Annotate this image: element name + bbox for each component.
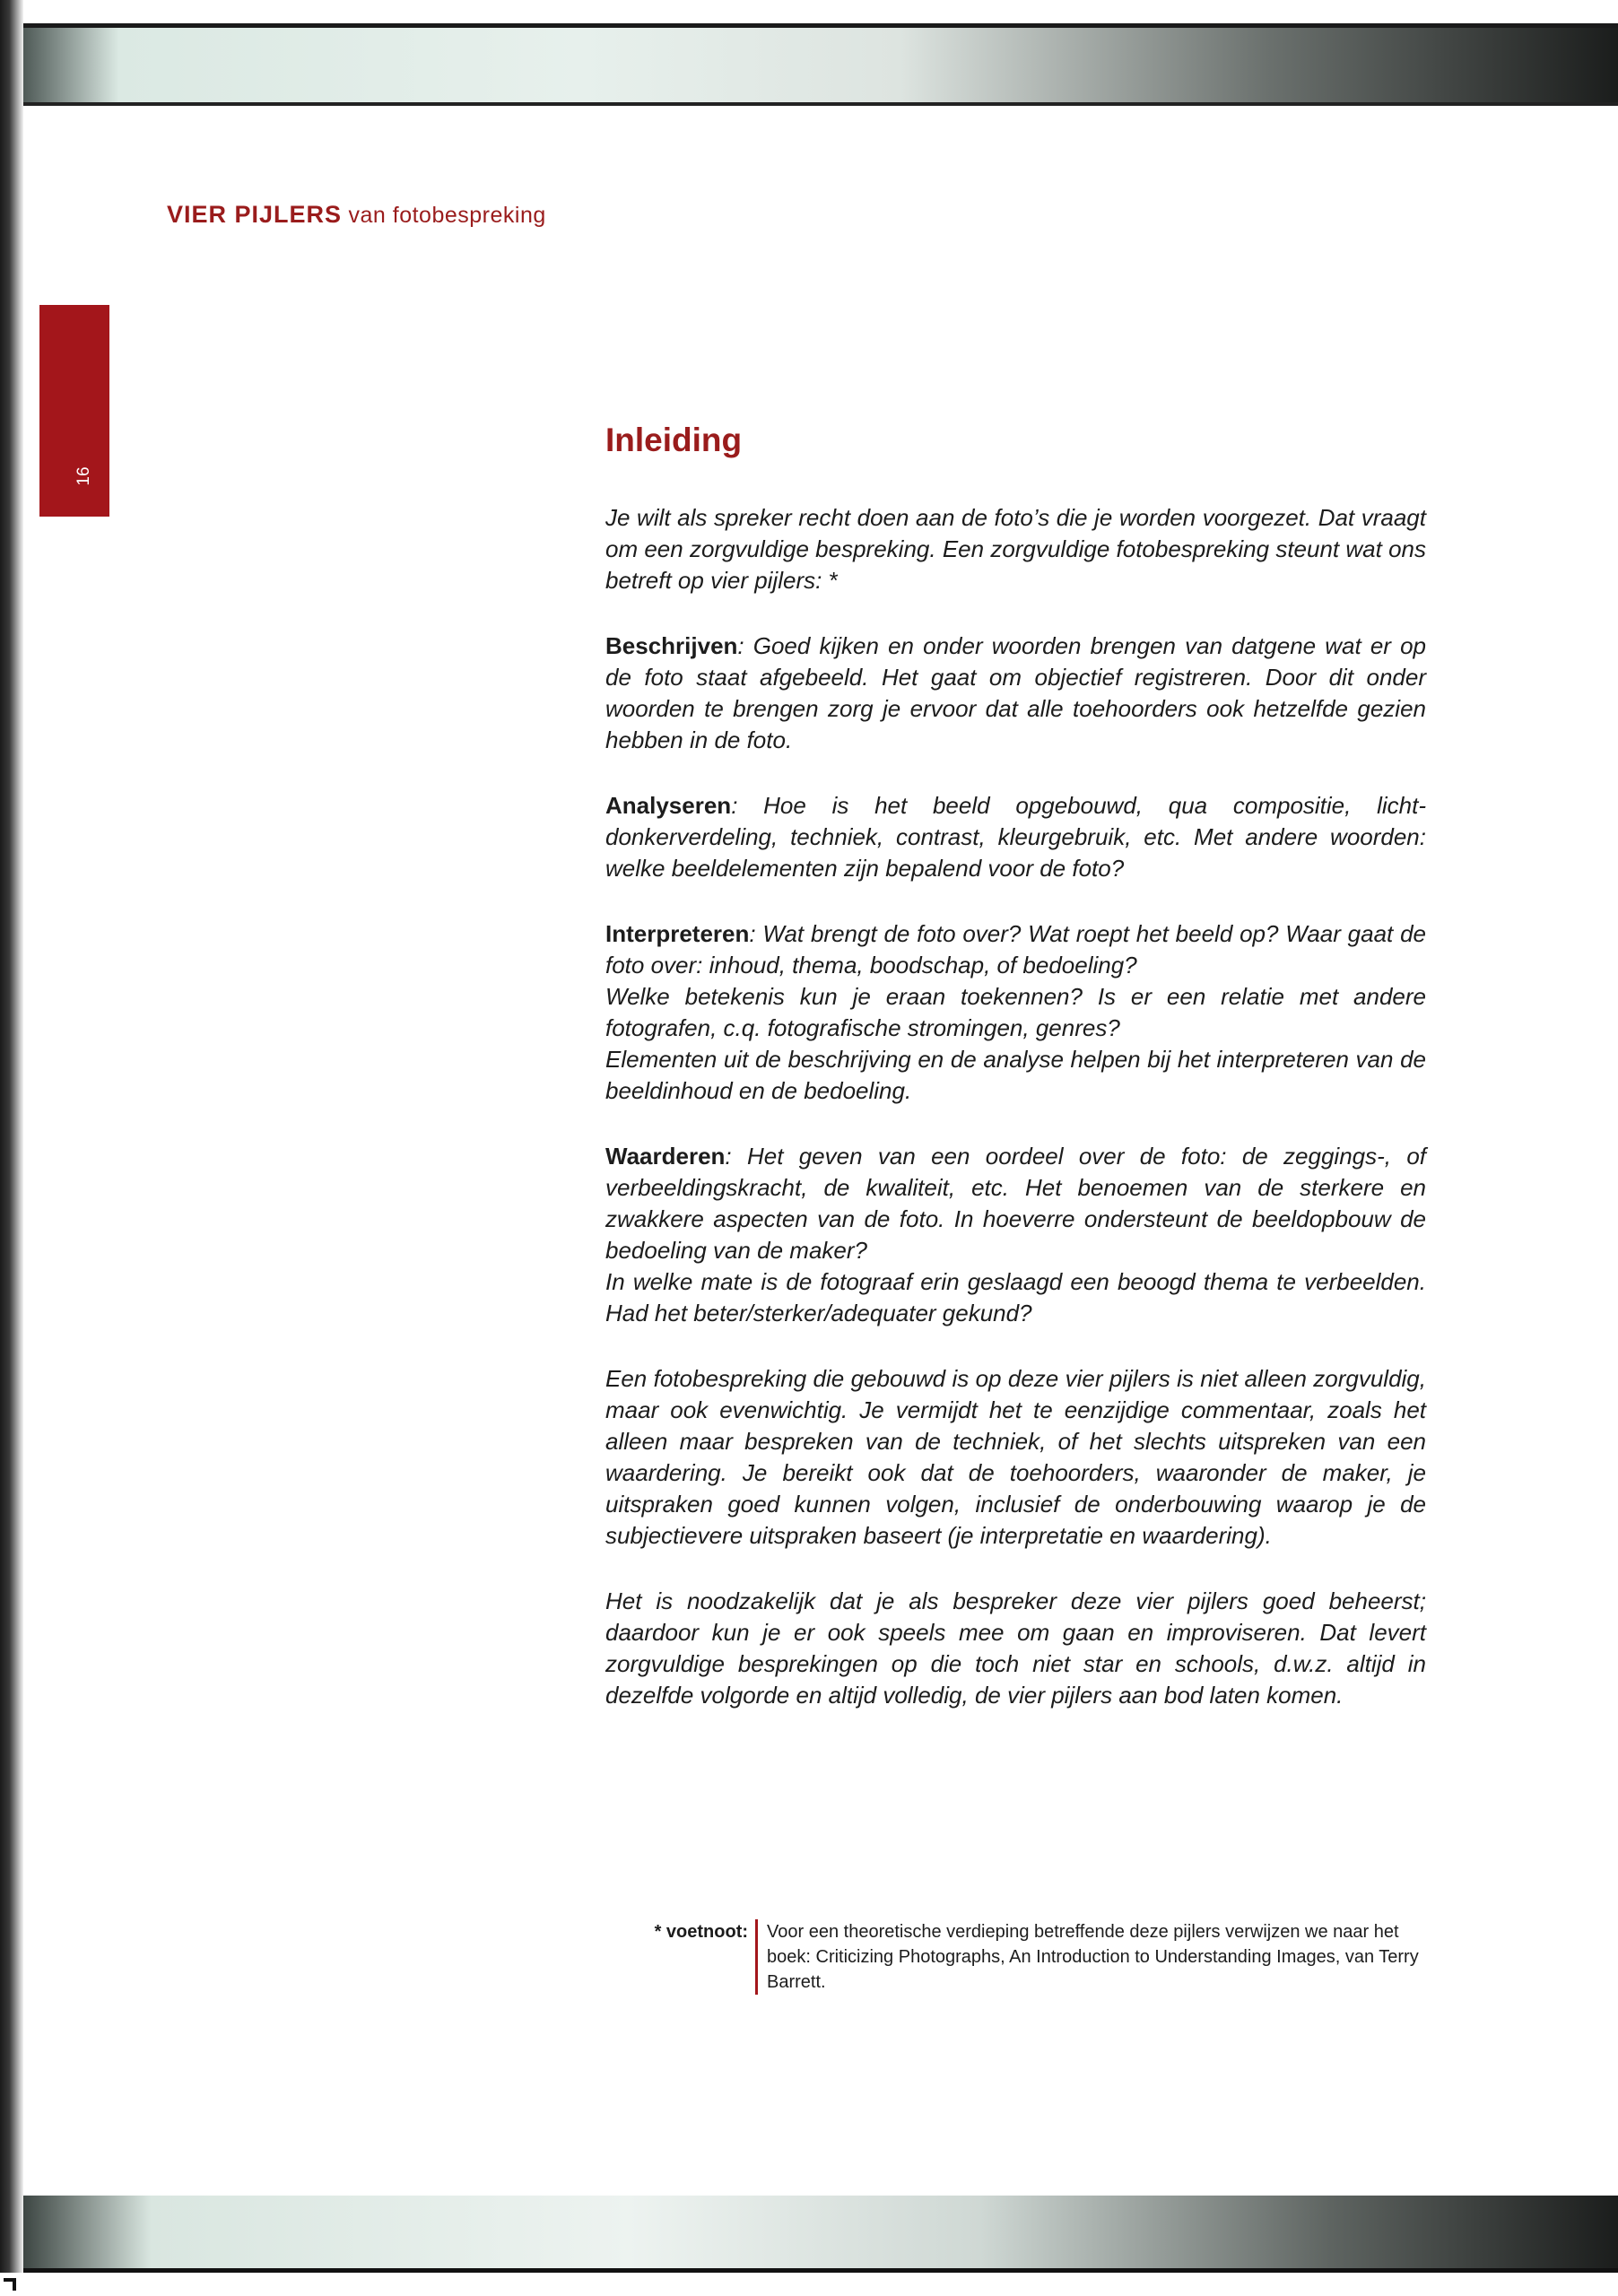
- pillar-extra-line: Elementen uit de beschrijving en de analyse helpen bij het interpreteren van de beeldinhoud en de bedoeling.: [605, 1046, 1426, 1104]
- pillar-term: Analyseren: [605, 792, 732, 819]
- footnote-text: Voor een theoretische verdieping betreffende deze pijlers verwijzen we naar het boek: Criticizing Photographs, An Introduction to Understanding Images, van Terry Barrett.: [755, 1919, 1426, 1995]
- footnote: [619, 1919, 1426, 1995]
- scan-corner-mark: [0, 2273, 1618, 2296]
- running-header-rest: van fotobespreking: [342, 203, 546, 228]
- page-edge: [0, 0, 23, 2296]
- pillar-term: Waarderen: [605, 1143, 726, 1170]
- pillar-interpreteren: [605, 918, 1426, 1107]
- running-header: [167, 201, 546, 229]
- pillar-beschrijven: [605, 631, 1426, 756]
- pillar-text: : Het geven van een oordeel over de foto: de zeggings-, of verbeeldingskracht, de kwaliteit, etc. Het benoemen van de sterkere en zwakkere aspecten van de foto. In hoeverre ondersteunt de beeldopbouw de bedoeling van de maker?: [605, 1143, 1426, 1264]
- pillar-waarderen: [605, 1141, 1426, 1329]
- closing-paragraph: Het is noodzakelijk dat je als bespreker deze vier pijlers goed beheerst; daardoor kun je er ook speels mee om gaan en improviseren. Dat levert zorgvuldige besprekingen op die toch niet star en schools, d.w.z. altijd in dezelfde volgorde en altijd volledig, de vier pijlers aan bod laten komen.: [605, 1587, 1426, 1709]
- page-number: 16: [74, 466, 93, 486]
- pillar-extra-line: Welke betekenis kun je eraan toekennen? Is er een relatie met andere fotografen, c.q. fotografische stromingen, genres?: [605, 983, 1426, 1041]
- pillar-analyseren: [605, 790, 1426, 884]
- scan-band-bottom: [23, 2196, 1618, 2273]
- pillar-extra-line: In welke mate is de fotograaf erin geslaagd een beoogd thema te verbeelden. Had het beter/sterker/adequater gekund?: [605, 1268, 1426, 1326]
- scan-band-top: [23, 23, 1618, 106]
- pillar-term: Beschrijven: [605, 632, 738, 659]
- closing-paragraph: Een fotobespreking die gebouwd is op deze vier pijlers is niet alleen zorgvuldig, maar ook evenwichtig. Je vermijdt het te eenzijdige commentaar, zoals het alleen maar bespreken van de techniek, of het slechts uitspreken van een waardering. Je bereikt ook dat de toehoorders, waaronder de maker, je uitspraken goed kunnen volgen, inclusief de onderbouwing waarop je de subjectievere uitspraken baseert (je interpretatie en waardering).: [605, 1365, 1426, 1549]
- intro-paragraph: Je wilt als spreker recht doen aan de foto’s die je worden voorgezet. Dat vraagt om een zorgvuldige bespreking. Een zorgvuldige fotobespreking steunt wat ons betreft op vier pijlers: *: [605, 504, 1426, 594]
- section-heading: Inleiding: [605, 422, 743, 458]
- corner-tick: [13, 2278, 16, 2291]
- article-body: [605, 422, 1426, 1745]
- running-header-bold: VIER PIJLERS: [167, 201, 343, 228]
- footnote-label: * voetnoot:: [654, 1922, 749, 1942]
- pillar-text: : Hoe is het beeld opgebouwd, qua compositie, licht-donkerverdeling, techniek, contrast, kleurgebruik, etc. Met andere woorden: welke beeldelementen zijn bepalend voor de foto?: [605, 792, 1426, 882]
- pillar-text: : Goed kijken en onder woorden brengen van datgene wat er op de foto staat afgebeeld. Het gaat om objectief registreren. Door dit onder woorden te brengen zorg je ervoor dat alle toehoorders ook hetzelfde gezien hebben in de foto.: [605, 632, 1426, 753]
- page-number-tab: [39, 305, 109, 517]
- pillar-term: Interpreteren: [605, 920, 750, 947]
- pillar-text: : Wat brengt de foto over? Wat roept het beeld op? Waar gaat de foto over: inhoud, thema, boodschap, of bedoeling?: [605, 920, 1426, 978]
